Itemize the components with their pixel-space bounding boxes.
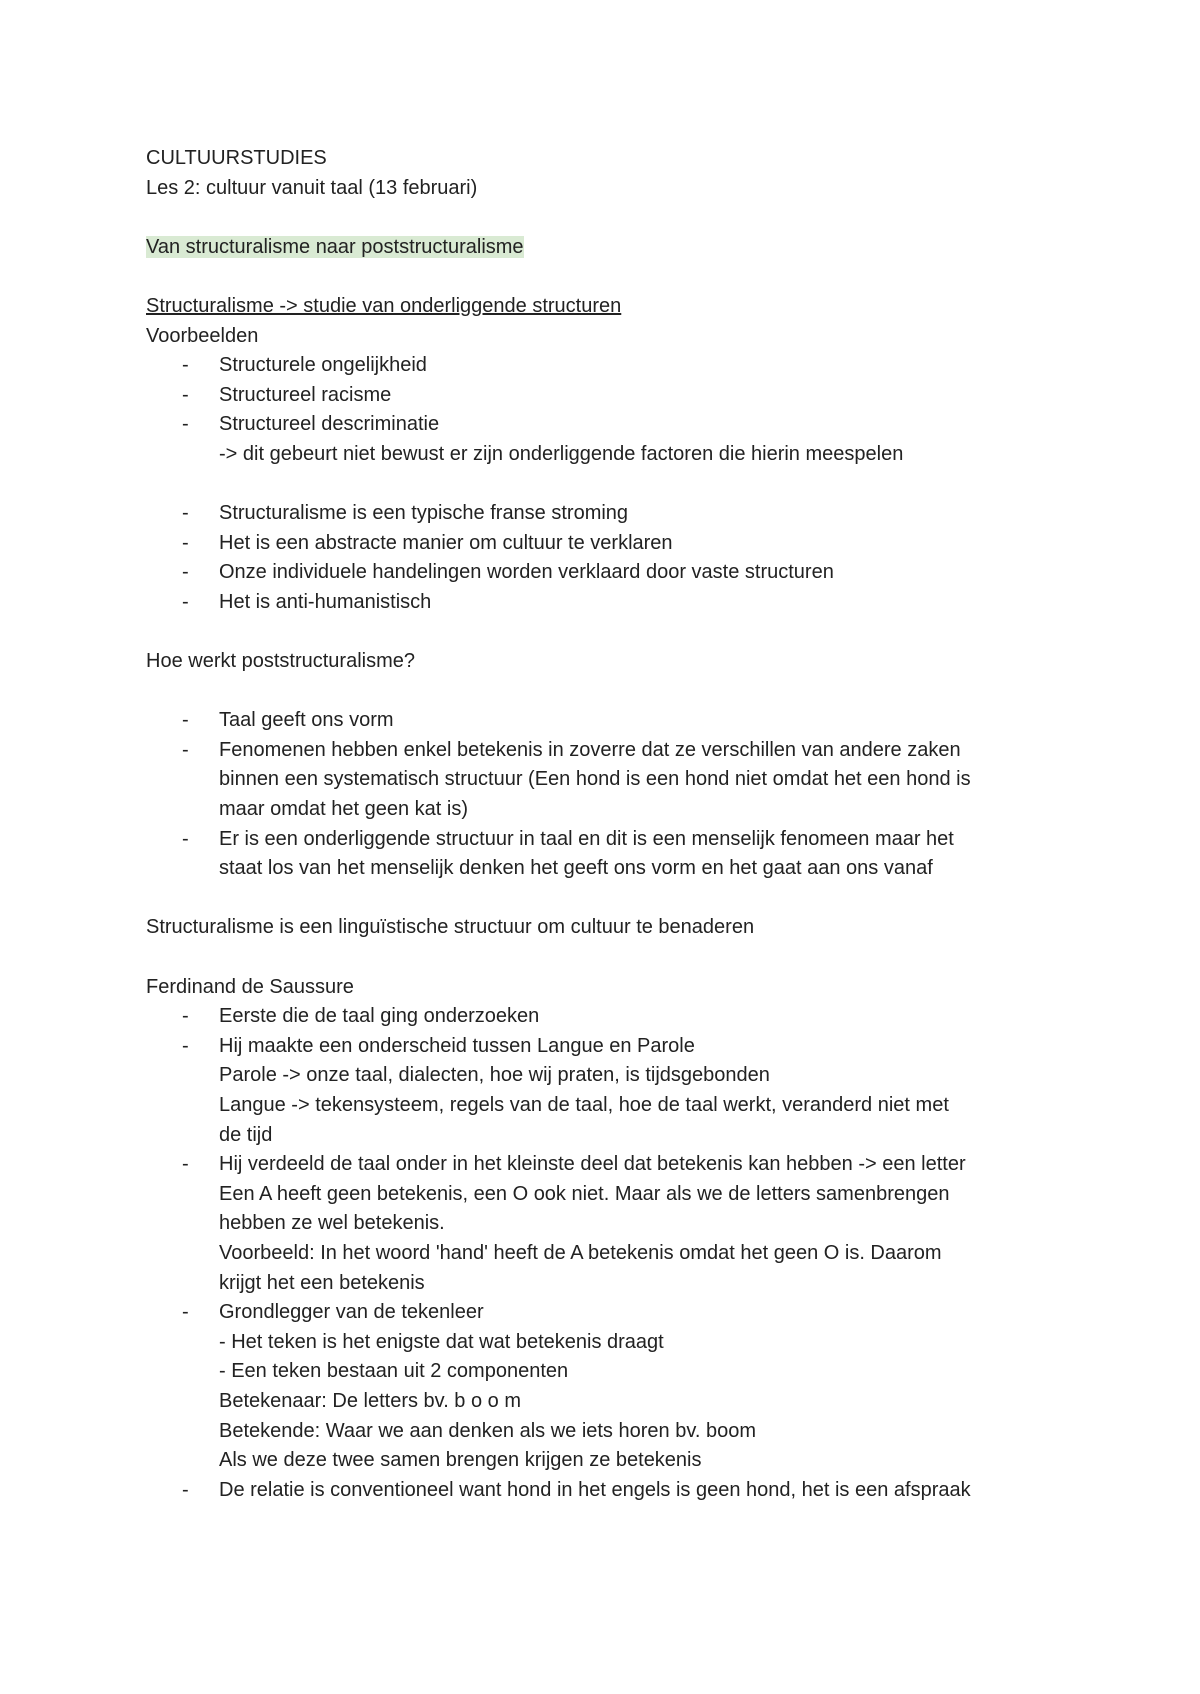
poststructuralism-summary: Structuralisme is een linguïstische structuur om cultuur te benaderen — [146, 916, 755, 939]
lesson-title: Les 2: cultuur vanuit taal (13 februari) — [146, 176, 478, 199]
document-page — [146, 144, 1076, 1505]
list-item: - Fenomenen hebben enkel betekenis in zoverre dat ze verschillen van andere zaken binnen een systematisch structuur (Een hond is een hond niet omdat het een hond is maar omdat het geen kat is) — [182, 738, 971, 821]
course-title: CULTUURSTUDIES — [146, 147, 327, 169]
spacer — [146, 262, 1076, 292]
examples-label: Voorbeelden — [146, 324, 259, 347]
spacer — [146, 943, 1076, 973]
spacer — [146, 884, 1076, 914]
list-item: - Het is een abstracte manier om cultuur te verklaren — [182, 531, 673, 554]
spacer — [146, 470, 1076, 500]
list-item: - Onze individuele handelingen worden verklaard door vaste structuren — [182, 561, 834, 584]
list-item: - Structuralisme is een typische franse stroming — [182, 502, 629, 525]
list-item: - Structurele ongelijkheid — [182, 354, 427, 377]
list-item: - Taal geeft ons vorm — [182, 709, 394, 732]
list-item: - Het is anti-humanistisch — [182, 590, 432, 613]
list-item: - Eerste die de taal ging onderzoeken — [182, 1005, 540, 1028]
list-item: - Hij verdeeld de taal onder in het kleinste deel dat betekenis kan hebben -> een letter Een A heeft geen betekenis, een O ook niet. Maar als we de letters samenbrengen hebben ze wel betekenis. Voorbeeld: In het woord 'hand' heeft de A betekenis omdat het geen O is. Daarom krijgt het een betekenis — [182, 1153, 966, 1294]
spacer — [146, 618, 1076, 648]
list-item: - Er is een onderliggende structuur in taal en dit is een menselijk fenomeen maar het staat los van het menselijk denken het geeft ons vorm en het gaat aan ons vanaf — [182, 827, 954, 880]
list-item: - De relatie is conventioneel want hond in het engels is geen hond, het is een afspraak — [182, 1478, 971, 1501]
list-item: - Hij maakte een onderscheid tussen Langue en Parole Parole -> onze taal, dialecten, hoe wij praten, is tijdsgebonden Langue -> tekensysteem, regels van de taal, hoe de taal werkt, veranderd niet met de tijd — [182, 1034, 949, 1146]
poststructuralism-question: Hoe werkt poststructuralisme? — [146, 650, 415, 673]
structuralism-heading: Structuralisme -> studie van onderliggende structuren — [146, 294, 622, 317]
spacer — [146, 203, 1076, 233]
list-item: - Structureel racisme — [182, 383, 392, 406]
list-item: - Structureel descriminatie — [182, 413, 440, 436]
section-title: Van structuralisme naar poststructuralisme — [146, 235, 524, 258]
examples-note: -> dit gebeurt niet bewust er zijn onderliggende factoren die hierin meespelen — [219, 442, 904, 465]
spacer — [146, 677, 1076, 707]
saussure-heading: Ferdinand de Saussure — [146, 975, 354, 998]
list-item: - Grondlegger van de tekenleer - Het teken is het enigste dat wat betekenis draagt - Een teken bestaan uit 2 componenten Betekenaar: De letters bv. b o o m Betekende: Waar we aan denken als we iets horen bv. boom Als we deze twee samen brengen krijgen ze betekenis — [182, 1301, 756, 1472]
